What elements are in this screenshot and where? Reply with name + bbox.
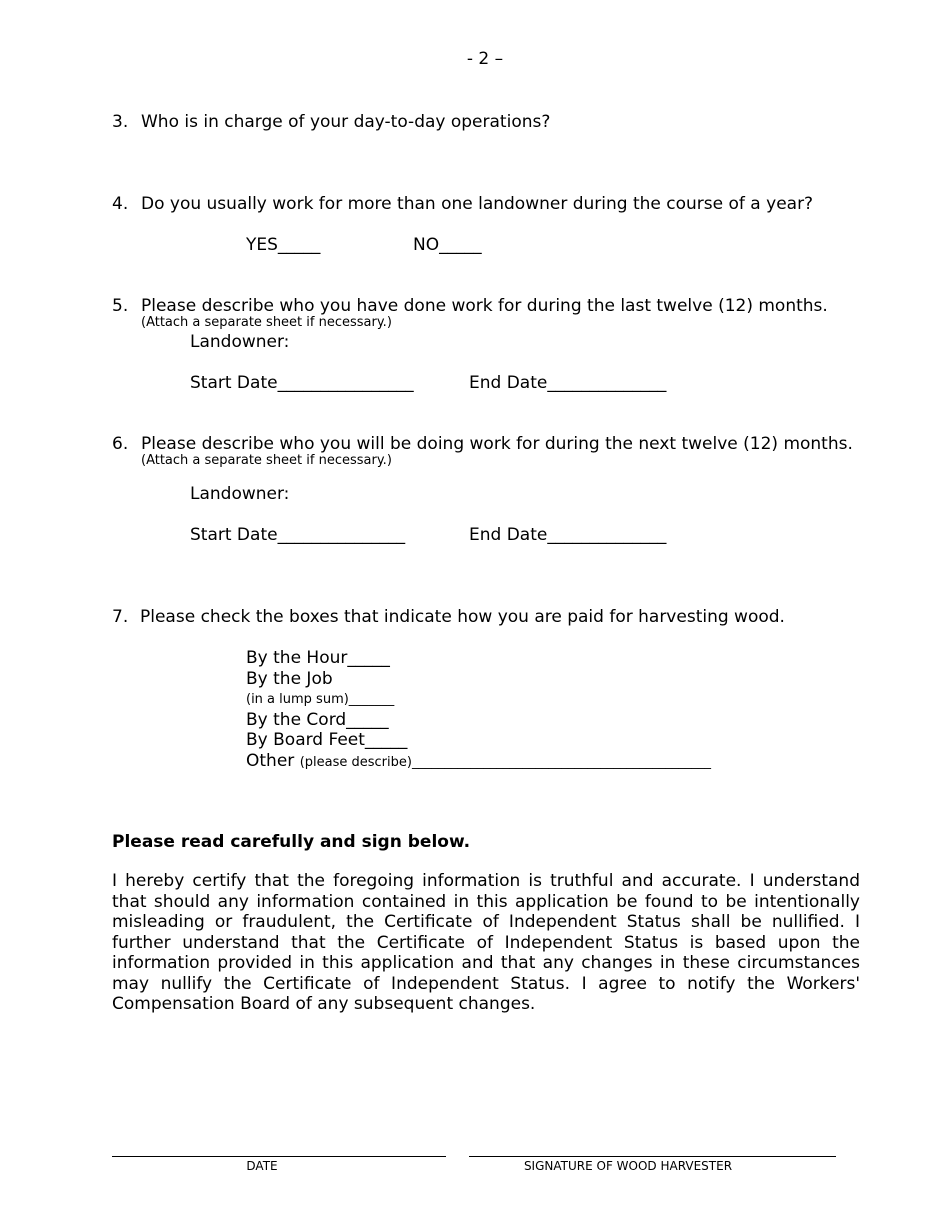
date-label: DATE xyxy=(246,1159,278,1173)
question-6-end-date-field[interactable]: End Date______________ xyxy=(469,525,667,545)
question-5-text: Please describe who you have done work for during the last twelve (12) months. xyxy=(141,296,828,316)
by-the-cord-option[interactable]: By the Cord_____ xyxy=(246,710,389,730)
by-the-hour-option[interactable]: By the Hour_____ xyxy=(246,648,390,668)
certification-body: I hereby certify that the foregoing information is truthful and accurate. I understand that should any information contained in this application be found to be intentionally misleading or fraudulent, the Certificate of Independent Status shall be nullified. I further understand that the Certificate of Independent Status is based upon the information provided in this application and that any changes in these circumstances may nullify the Certificate of Independent Status. I agree to notify the Workers' Compensation Board of any subsequent changes. xyxy=(112,871,860,1014)
question-4-text: Do you usually work for more than one landowner during the course of a year? xyxy=(141,194,814,214)
question-3-number: 3. xyxy=(112,112,129,132)
question-7-text: Please check the boxes that indicate how you are paid for harvesting wood. xyxy=(140,607,785,627)
question-6-note: (Attach a separate sheet if necessary.) xyxy=(141,453,392,468)
other-option[interactable] xyxy=(246,751,711,771)
page-number: - 2 – xyxy=(466,49,504,69)
other-description-field[interactable]: (please describe)______________________________________________ xyxy=(299,755,711,770)
lump-sum-blank[interactable]: (in a lump sum)_______ xyxy=(246,692,395,707)
by-board-feet-option[interactable]: By Board Feet_____ xyxy=(246,730,408,750)
question-7-number: 7. xyxy=(112,607,129,627)
yes-blank[interactable]: YES_____ xyxy=(246,235,321,255)
no-blank[interactable]: NO_____ xyxy=(413,235,482,255)
question-5-landowner-label: Landowner: xyxy=(190,332,290,352)
question-6-landowner-label: Landowner: xyxy=(190,484,290,504)
question-5-start-date-field[interactable]: Start Date________________ xyxy=(190,373,414,393)
question-5-note: (Attach a separate sheet if necessary.) xyxy=(141,315,392,330)
date-line[interactable] xyxy=(112,1156,446,1157)
question-6-text: Please describe who you will be doing work for during the next twelve (12) months. xyxy=(141,434,853,454)
question-5-number: 5. xyxy=(112,296,129,316)
by-the-job-option[interactable]: By the Job xyxy=(246,669,333,689)
question-3-text: Who is in charge of your day-to-day operations? xyxy=(141,112,551,132)
question-6-number: 6. xyxy=(112,434,129,454)
question-5-end-date-field[interactable]: End Date______________ xyxy=(469,373,667,393)
signature-line[interactable] xyxy=(469,1156,836,1157)
question-6-start-date-field[interactable]: Start Date_______________ xyxy=(190,525,406,545)
question-4-number: 4. xyxy=(112,194,129,214)
other-label: Other xyxy=(246,751,295,771)
certification-heading: Please read carefully and sign below. xyxy=(112,832,471,852)
signature-label: SIGNATURE OF WOOD HARVESTER xyxy=(523,1159,733,1173)
